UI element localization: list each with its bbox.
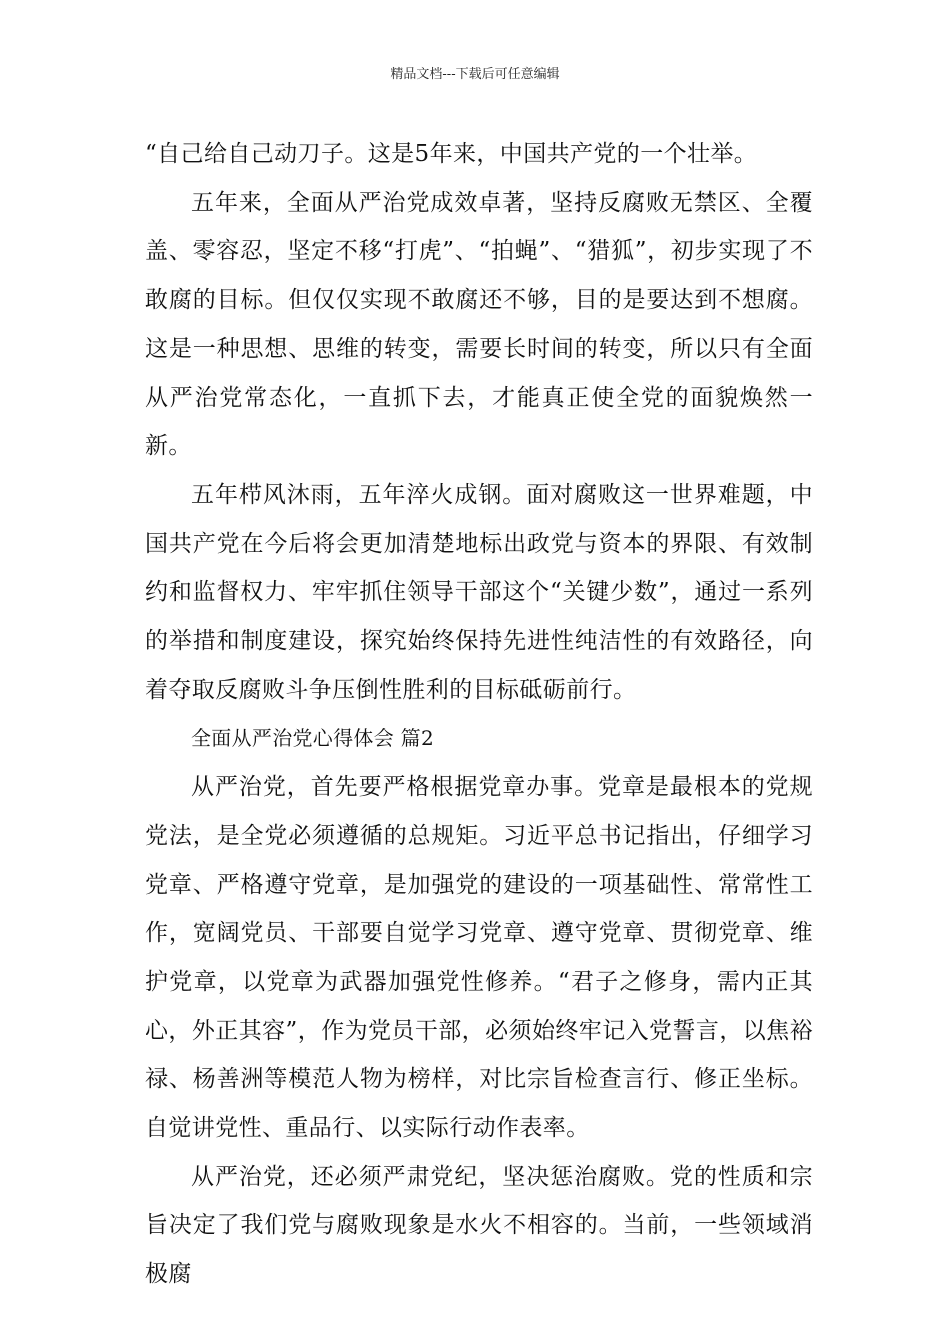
paragraph-party-discipline: 从严治党，还必须严肃党纪，坚决惩治腐败。党的性质和宗旨决定了我们党与腐败现象是水火不相容的。当前，一些领域消极腐 — [145, 1163, 813, 1288]
document-body — [145, 130, 813, 1299]
paragraph-party-constitution: 从严治党，首先要严格根据党章办事。党章是最根本的党规党法，是全党必须遵循的总规矩。习近平总书记指出，仔细学习党章、严格遵守党章，是加强党的建设的一项基础性、常常性工作，宽阔党员、干部要自觉学习党章、遵守党章、贯彻党章、维护党章，以党章为武器加强党性修养。“君子之修身，需内正其心，外正其容”，作为党员干部，必须始终牢记入党誓言，以焦裕禄、杨善洲等模范人物为榜样，对比宗旨检查言行、修正坐标。自觉讲党性、重品行、以实际行动作表率。 — [145, 774, 813, 1142]
paragraph-continuation: “自己给自己动刀子。这是5年来，中国共产党的一个壮举。 — [145, 141, 758, 167]
section-heading: 全面从严治党心得体会 篇2 — [191, 726, 434, 751]
page-header: 精品文档---下载后可任意编辑 — [390, 67, 560, 82]
paragraph-anti-corruption: 五年栉风沐雨，五年淬火成钢。面对腐败这一世界难题，中国共产党在今后将会更加清楚地标出政党与资本的界限、有效制约和监督权力、牢牢抓住领导干部这个“关键少数”，通过一系列的举措和制度建设，探究始终保持先进性纯洁性的有效路径，向着夺取反腐败斗争压倒性胜利的目标砥砺前行。 — [145, 481, 813, 703]
paragraph-five-years: 五年来，全面从严治党成效卓著，坚持反腐败无禁区、全覆盖、零容忍，坚定不移“打虎”、“拍蝇”、“猎狐”，初步实现了不敢腐的目标。但仅仅实现不敢腐还不够，目的是要达到不想腐。这是一种思想、思维的转变，需要长时间的转变，所以只有全面从严治党常态化，一直抓下去，才能真正使全党的面貌焕然一新。 — [145, 189, 813, 460]
